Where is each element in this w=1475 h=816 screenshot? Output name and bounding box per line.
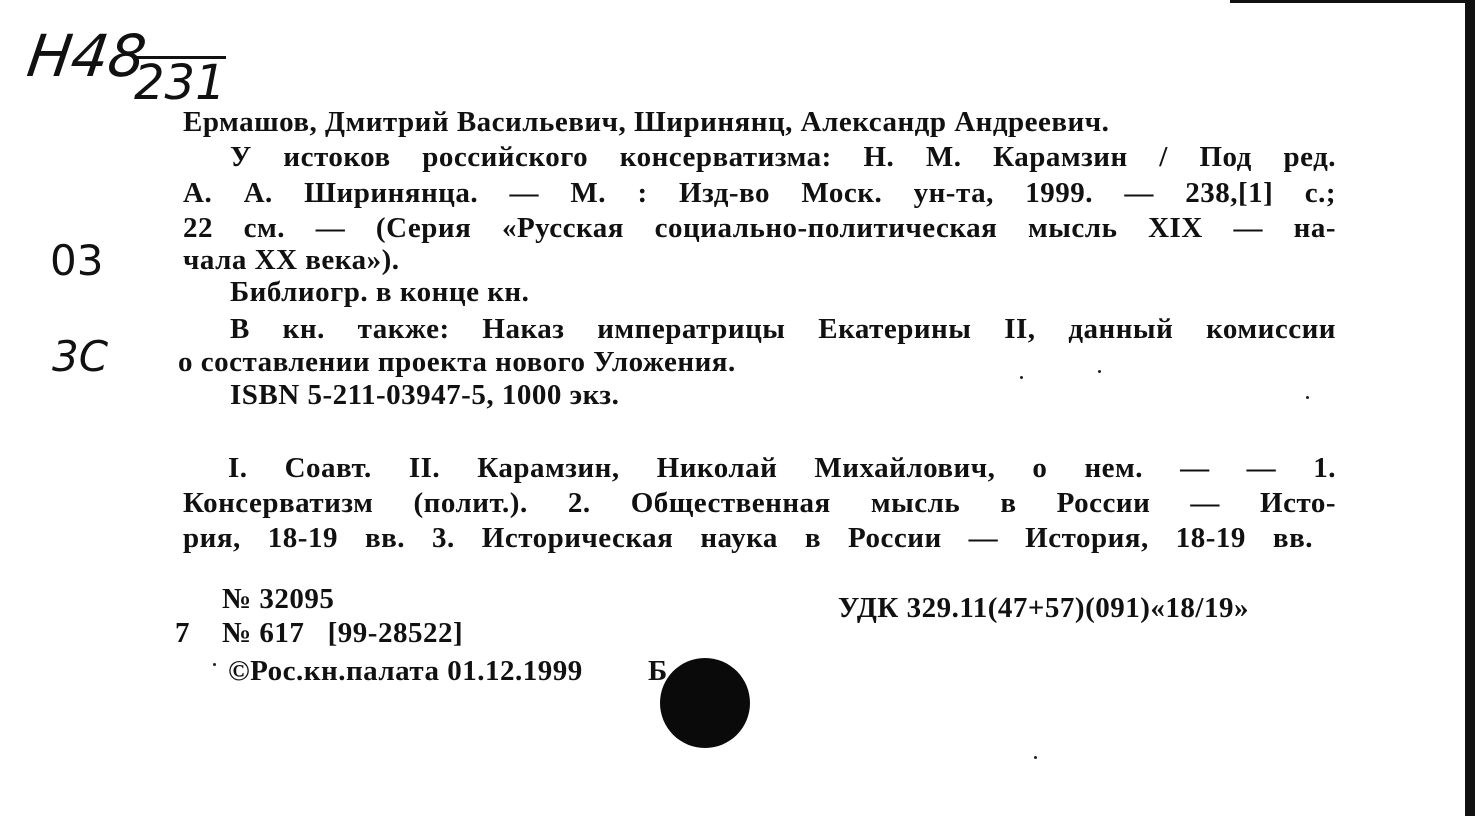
card-edge-top [1230,0,1475,3]
card-edge-right [1465,0,1475,816]
copyright-line: ©Рос.кн.палата 01.12.1999 [228,655,583,687]
scan-speck [1020,376,1023,379]
handwritten-mark-03: 03 [50,236,104,285]
tracings-line-3: рия, 18-19 вв. 3. Историческая наука в России — История, 18-19 вв. [183,522,1313,554]
card-number-1: № 32095 [222,583,335,615]
scan-speck [1098,370,1101,373]
handwritten-mark-3c: 3С [52,332,109,381]
bibliography-note: Библиогр. в конце кн. [230,276,530,308]
scan-speck [1306,396,1309,399]
handwritten-call-number-top: Н48 [23,22,151,90]
udc-code: УДК 329.11(47+57)(091)«18/19» [838,592,1249,624]
card-number-2: № 617 [99-28522] [222,617,464,649]
handwritten-call-number-bottom: 231 [134,55,226,111]
tracings-line-1: I. Соавт. II. Карамзин, Николай Михайлович, о нем. — — 1. [228,452,1336,484]
ink-blot [660,658,750,748]
scan-speck [213,663,216,666]
contents-line-1: В кн. также: Наказ императрицы Екатерины II, данный комиссии [230,313,1336,345]
title-line-4: чала XX века»). [183,244,400,276]
prefix-7: 7 [175,617,190,649]
title-line-2: А. А. Ширинянца. — М. : Изд-во Моск. ун-та, 1999. — 238,[1] с.; [183,177,1336,209]
title-line-1: У истоков российского консерватизма: Н. М. Карамзин / Под ред. [230,141,1336,173]
tracings-line-2: Консерватизм (полит.). 2. Общественная мысль в России — Исто- [183,487,1336,519]
copyright-tail: Б [648,655,668,687]
title-line-3: 22 см. — (Серия «Русская социально-политическая мысль XIX — на- [183,212,1336,244]
isbn: ISBN 5-211-03947-5, 1000 экз. [230,379,620,411]
author-heading: Ермашов, Дмитрий Васильевич, Ширинянц, Александр Андреевич. [183,106,1110,138]
contents-line-2: о составлении проекта нового Уложения. [178,346,736,378]
scan-speck [1034,756,1037,759]
